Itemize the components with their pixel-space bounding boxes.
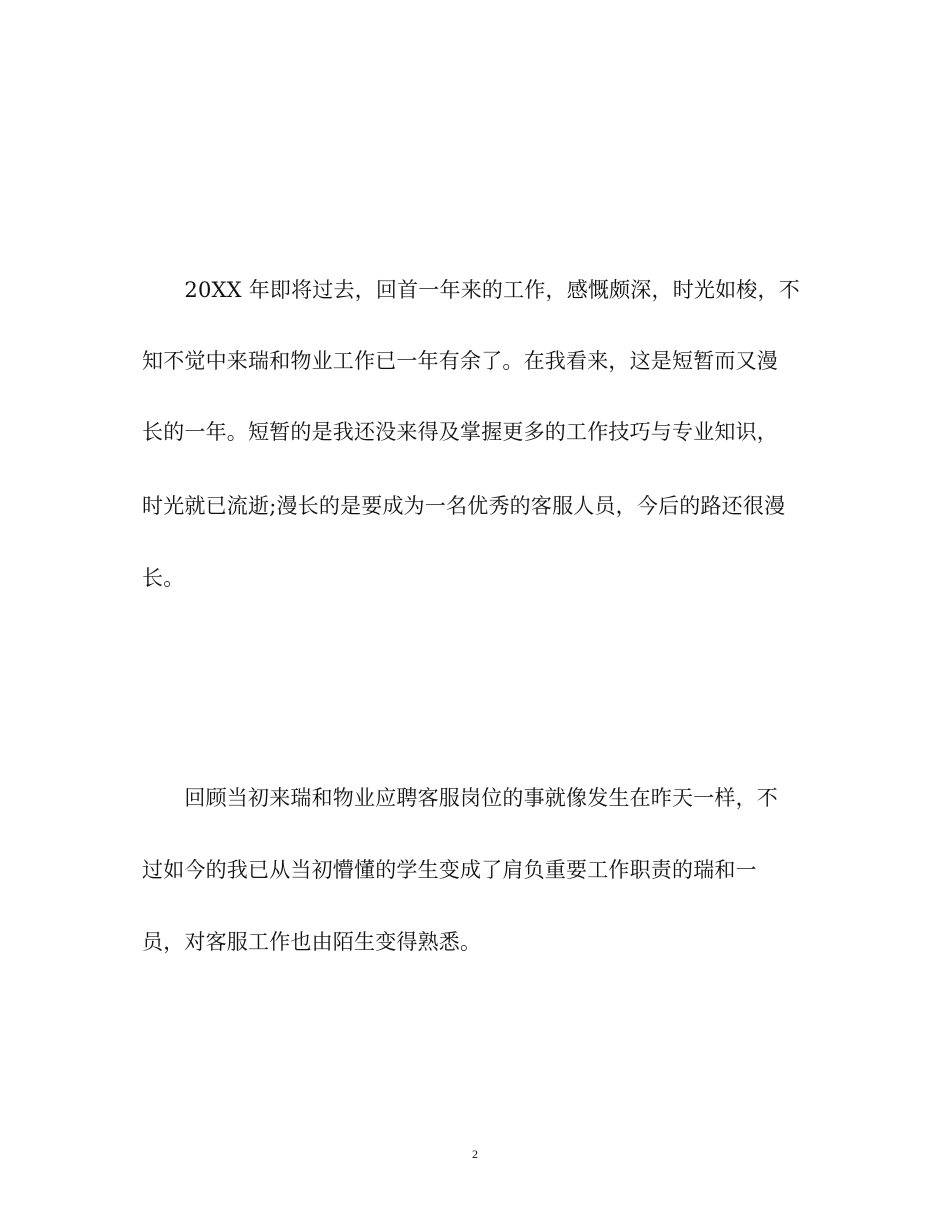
paragraph-line: 长的一年。短暂的是我还没来得及掌握更多的工作技巧与专业知识， bbox=[142, 420, 778, 444]
paragraph-line: 回顾当初来瑞和物业应聘客服岗位的事就像发生在昨天一样，不 bbox=[142, 786, 778, 810]
paragraph-line: 长。 bbox=[142, 566, 185, 590]
paragraph-line: 员，对客服工作也由陌生变得熟悉。 bbox=[142, 930, 482, 954]
paragraph-line: 知不觉中来瑞和物业工作已一年有余了。在我看来，这是短暂而又漫 bbox=[142, 349, 778, 373]
paragraph-line: 时光就已流逝;漫长的是要成为一名优秀的客服人员，今后的路还很漫 bbox=[142, 494, 786, 518]
paragraph-line: 20XX 年即将过去，回首一年来的工作，感慨颇深，时光如梭，不 bbox=[142, 278, 800, 302]
page-number: 2 bbox=[472, 1147, 478, 1161]
paragraph-line: 过如今的我已从当初懵懂的学生变成了肩负重要工作职责的瑞和一 bbox=[142, 858, 757, 882]
